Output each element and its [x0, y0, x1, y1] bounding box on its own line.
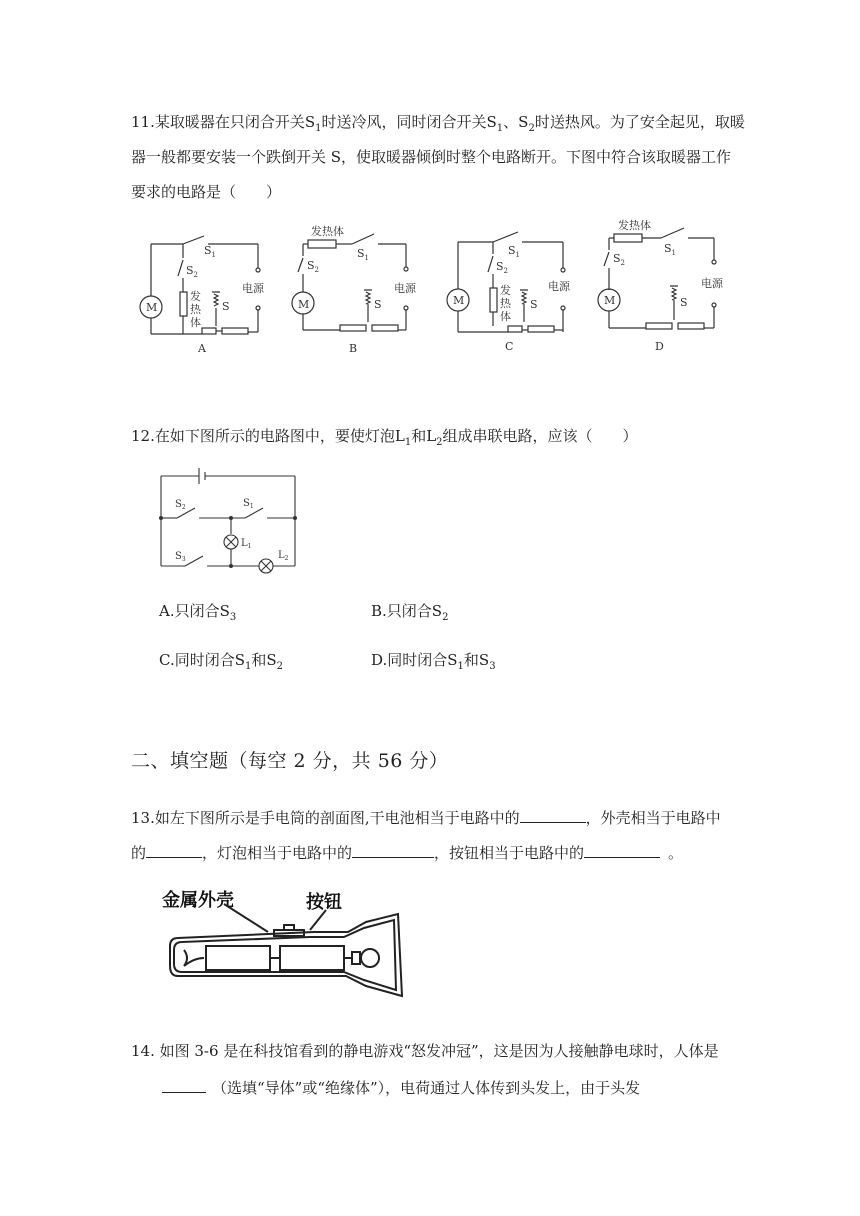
q14-line-2	[162, 1076, 640, 1098]
q12-option-a-text: A.只闭合S	[159, 602, 230, 620]
shell-label: 金属外壳	[162, 890, 234, 911]
q11-sub-3: 2	[528, 123, 535, 134]
b-heater-label: 发热体	[311, 225, 344, 238]
c-heater-2: 热	[500, 297, 511, 310]
q14-text-b: （选填“导体”或“绝缘体”），电荷通过人体传到头发上，由于头发	[212, 1079, 641, 1097]
q13-blank-1[interactable]	[520, 806, 586, 823]
c-s-label: S	[530, 298, 538, 311]
c-heater-3: 体	[500, 310, 511, 323]
a-heater-1: 发	[190, 290, 201, 303]
label-a: A	[198, 342, 206, 355]
q12-s3-label: $S_3$	[175, 551, 186, 563]
q13-text-c: 的	[131, 844, 147, 862]
q14-blank-1[interactable]	[162, 1076, 206, 1093]
c-heater-1: 发	[500, 284, 511, 297]
q12-option-a-sub: 3	[229, 612, 237, 623]
q13-text-d: ，灯泡相当于电路中的	[202, 844, 353, 862]
q13-line-2	[131, 841, 683, 863]
c-s2-label: $S_2$	[496, 260, 509, 275]
q12-option-c-text-b: 和S	[251, 651, 277, 669]
button-label: 按钮	[306, 892, 342, 913]
q12-option-b	[371, 601, 448, 624]
q12-option-a	[159, 601, 236, 624]
q13-text-f: 。	[668, 844, 684, 862]
q12-option-d-sub-2: 3	[489, 661, 496, 672]
label-d: D	[655, 340, 664, 353]
q12-sub-1: 1	[404, 437, 412, 448]
d-motor-label: M	[604, 294, 616, 307]
c-s1-label: $S_1$	[508, 244, 521, 259]
q12-text-c: 组成串联电路，应该（ ）	[442, 427, 638, 445]
q12-option-d-sub-1: 1	[457, 661, 464, 672]
q12-text-b: 和L	[411, 427, 437, 445]
q11-sub-1: 1	[315, 123, 322, 134]
q13-text-e: ，按钮相当于电路中的	[434, 844, 585, 862]
b-motor-label: M	[298, 298, 310, 311]
q13-text-b: ，外壳相当于电路中	[585, 809, 721, 827]
section-2-heading: 二、填空题（每空 2 分，共 56 分）	[131, 750, 449, 772]
q11-circuit-figure	[128, 212, 738, 360]
q13-text-a: 13.如左下图所示是手电筒的剖面图,干电池相当于电路中的	[131, 809, 520, 827]
b-power-label: 电源	[394, 282, 416, 295]
q12-option-c-text-a: C.同时闭合S	[159, 651, 245, 669]
label-b: B	[349, 342, 358, 355]
q13-flashlight-figure	[160, 880, 410, 1002]
c-power-label: 电源	[548, 280, 570, 293]
a-heater-3: 体	[190, 316, 201, 329]
d-power-label: 电源	[701, 277, 723, 290]
circuit-d	[598, 228, 716, 329]
a-motor-label: M	[146, 301, 158, 314]
q12-option-c-sub-1: 1	[245, 661, 252, 672]
c-motor-label: M	[453, 294, 465, 307]
q11-line-2: 器一般都要安装一个跌倒开关 S，使取暖器倾倒时整个电路断开。下图中符合该取暖器工作	[131, 148, 732, 166]
q12-s2-label: $S_2$	[175, 499, 186, 511]
q11-sub-2: 1	[496, 123, 504, 134]
q12-l2-label: $L_2$	[278, 550, 289, 562]
q12-option-d-text-b: 和S	[463, 651, 490, 669]
q12-line	[131, 426, 638, 449]
q12-option-c	[159, 650, 283, 673]
q12-text-a: 12.在如下图所示的电路图中，要使灯泡L	[131, 427, 405, 445]
a-s-label: S	[222, 300, 230, 313]
d-s-label: S	[680, 296, 688, 309]
label-c: C	[505, 340, 514, 353]
a-heater-2: 热	[190, 303, 201, 316]
q14-line-1: 14. 如图 3-6 是在科技馆看到的静电游戏“怒发冲冠”，这是因为人接触静电球时，人体是	[131, 1042, 719, 1060]
q11-text-c: 、S	[503, 113, 529, 131]
q13-blank-4[interactable]	[584, 841, 660, 858]
d-s2-label: $S_2$	[613, 252, 626, 267]
q11-text-b: 时送冷风，同时闭合开关S	[321, 113, 497, 131]
a-s1-label: $S_1$	[204, 244, 217, 259]
d-s1-label: $S_1$	[664, 242, 677, 257]
q11-line-3: 要求的电路是（ ）	[131, 183, 282, 201]
q13-blank-3[interactable]	[352, 841, 434, 858]
q12-sub-2: 2	[436, 437, 443, 448]
q11-text-d: 时送热风。为了安全起见，取暖	[534, 113, 745, 131]
q12-s1-label: $S_1$	[243, 498, 254, 510]
q11-text-a: 11.某取暖器在只闭合开关S	[131, 113, 316, 131]
d-heater-label: 发热体	[618, 219, 651, 232]
a-power-label: 电源	[242, 282, 264, 295]
q12-option-b-sub: 2	[442, 612, 449, 623]
b-s-label: S	[374, 298, 382, 311]
q12-option-c-sub-2: 2	[276, 661, 284, 672]
q12-circuit-figure	[155, 462, 305, 582]
q12-option-d-text-a: D.同时闭合S	[371, 651, 458, 669]
b-s1-label: $S_1$	[357, 247, 370, 262]
q13-blank-2[interactable]	[146, 841, 202, 858]
q12-option-d	[371, 650, 496, 673]
circuit-b	[292, 234, 408, 331]
a-s2-label: $S_2$	[186, 264, 199, 279]
q11-line-1	[131, 112, 745, 135]
q12-option-b-text: B.只闭合S	[371, 602, 443, 620]
q12-l1-label: $L_1$	[241, 538, 252, 550]
q13-line-1	[131, 806, 721, 828]
b-s2-label: $S_2$	[307, 259, 320, 274]
